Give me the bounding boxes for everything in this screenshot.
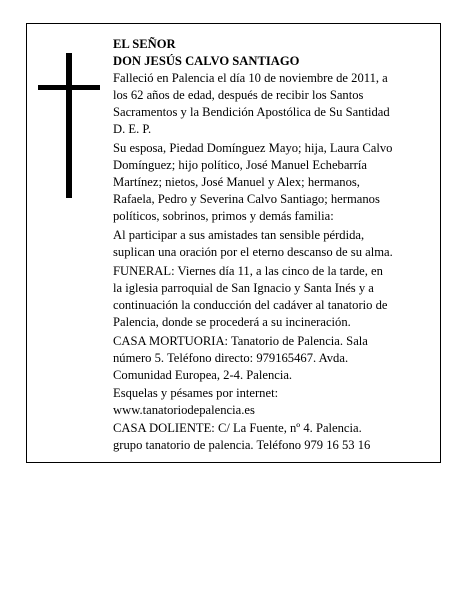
cross-icon	[38, 53, 100, 198]
deceased-name: DON JESÚS CALVO SANTIAGO	[113, 54, 300, 69]
death-announcement: Falleció en Palencia el día 10 de noviembre de 2011, a los 62 años de edad, después de recibir los Santos Sacramentos y la Bendición Apostólica de Su Santidad D. E. P.	[113, 71, 390, 137]
obituary-text	[113, 36, 423, 454]
website-link[interactable]: www.tanatoriodepalencia.es	[113, 403, 255, 418]
cross-vertical-bar	[66, 53, 72, 198]
funeral-home-details: CASA MORTUORIA: Tanatorio de Palencia. Sala número 5. Teléfono directo: 979165467. Avda. Comunidad Europea, 2-4. Palencia.	[113, 333, 368, 382]
prayer-request: Al participar a sus amistades tan sensible pérdida, suplican una oración por el eterno descanso de su alma.	[113, 228, 393, 260]
family-home-details: CASA DOLIENTE: C/ La Fuente, nº 4. Palencia. grupo tanatorio de palencia. Teléfono 979 16 53 16	[113, 420, 371, 452]
heading-title: EL SEÑOR	[113, 37, 176, 51]
online-condolences-label: Esquelas y pésames por internet:	[113, 386, 279, 401]
funeral-details: FUNERAL: Viernes día 11, a las cinco de la tarde, en la iglesia parroquial de San Ignacio y Santa Inés y a continuación la conducción del cadáver al tanatorio de Palencia, donde se procederá a su incineración.	[113, 263, 388, 329]
cross-horizontal-bar	[38, 85, 100, 90]
family-members: Su esposa, Piedad Domínguez Mayo; hija, Laura Calvo Domínguez; hijo político, José Manuel Echebarría Martínez; nietos, José Manuel y Alex; hermanos, Rafaela, Pedro y Severina Calvo Santiago; hermanos políticos, sobrinos, primos y demás familia:	[113, 141, 393, 224]
